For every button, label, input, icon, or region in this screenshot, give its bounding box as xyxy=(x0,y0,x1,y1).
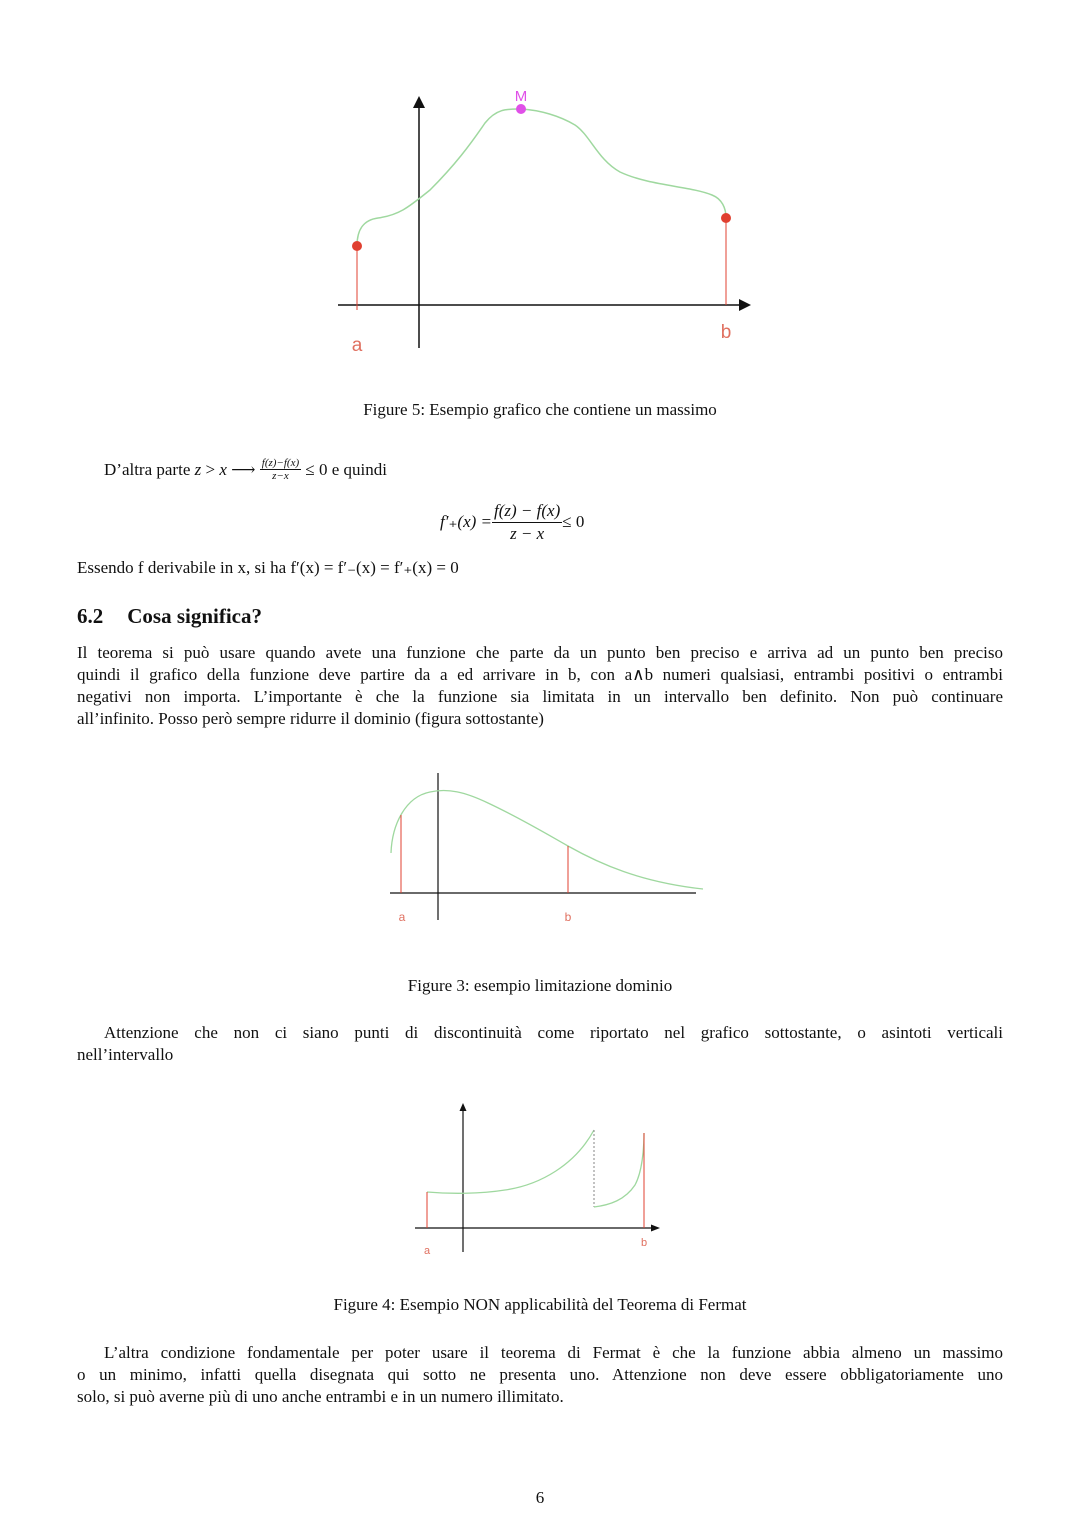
figure-5-graph xyxy=(330,85,760,360)
display-numerator: f(z) − f(x) xyxy=(492,500,562,523)
paragraph-1-line: Il teorema si può usare quando avete una funzione che parte da un punto ben preciso e arriva ad un punto ben preciso xyxy=(77,643,1003,662)
paragraph-3-line: L’altra condizione fondamentale per poter usare il teorema di Fermat è che la funzione abbia almeno un massimo xyxy=(104,1343,1003,1362)
paragraph-2-line: Attenzione che non ci siano punti di discontinuità come riportato nel grafico sottostante, o asintoti verticali xyxy=(104,1023,1003,1042)
gt-sign: > xyxy=(201,460,220,479)
section-heading xyxy=(77,604,262,629)
var-z: z xyxy=(194,460,202,479)
page-number: 6 xyxy=(535,1488,545,1507)
figure-4-graph xyxy=(410,1098,670,1260)
paragraph-3-line: o un minimo, infatti quella disegnata qui sotto ne presenta uno. Attenzione non deve essere obbligatoriamente uno xyxy=(77,1365,1003,1384)
derivative-statement: Essendo f derivabile in x, si ha f′(x) = f′₋(x) = f′₊(x) = 0 xyxy=(77,558,459,577)
display-denominator: z − x xyxy=(510,523,545,543)
inline-fraction-numerator: f(z)−f(x) xyxy=(261,456,300,469)
paragraph-1-line: all’infinito. Posso però sempre ridurre il dominio (figura sottostante) xyxy=(77,709,544,728)
label-a: a xyxy=(398,910,406,924)
label-b: b xyxy=(640,1237,648,1249)
max-label: M xyxy=(514,88,528,105)
display-rhs: ≤ 0 xyxy=(562,512,585,531)
y-axis-arrow-icon xyxy=(460,1103,467,1111)
inline-formula-line xyxy=(104,456,387,484)
paragraph-1-line: quindi il grafico della funzione deve partire da a ed arrivare in b, con a∧b numeri qualsiasi, entrambi positivi o entrambi xyxy=(77,665,1003,684)
function-curve-left xyxy=(427,1130,594,1193)
paragraph-1-line: negativi non importa. L’importante è che la funzione sia limitata in un intervallo ben definito. Non può continuare xyxy=(77,687,1003,706)
paragraph-2 xyxy=(77,1022,1003,1066)
function-curve xyxy=(357,109,726,246)
y-axis-arrow-icon xyxy=(413,96,425,108)
leq-zero-text: ≤ 0 e quindi xyxy=(301,460,387,479)
display-lhs: f′₊(x) = xyxy=(440,512,493,531)
figure-3-caption: Figure 3: esempio limitazione dominio xyxy=(407,976,673,995)
inline-fraction xyxy=(260,457,301,482)
function-curve-right xyxy=(594,1133,644,1207)
paragraph-3 xyxy=(77,1342,1003,1408)
figure-3-graph xyxy=(380,765,715,930)
paragraph-3-line: solo, si può averne più di uno anche entrambi e in un numero illimitato. xyxy=(77,1387,564,1406)
endpoint-a-dot xyxy=(352,241,362,251)
label-a: a xyxy=(351,335,363,356)
label-b: b xyxy=(564,910,572,924)
maximum-point xyxy=(516,104,526,114)
x-axis-arrow-icon xyxy=(651,1225,660,1232)
var-x: x xyxy=(219,460,227,479)
label-b: b xyxy=(720,322,732,343)
text-before: D’altra parte xyxy=(104,460,195,479)
figure-4-caption: Figure 4: Esempio NON applicabilità del Teorema di Fermat xyxy=(333,1295,747,1314)
figure-5-caption: Figure 5: Esempio grafico che contiene un massimo xyxy=(363,400,717,419)
x-axis-arrow-icon xyxy=(739,299,751,311)
label-a: a xyxy=(423,1245,431,1257)
endpoint-b-dot xyxy=(721,213,731,223)
display-equation xyxy=(440,498,584,546)
arrow: ⟶ xyxy=(226,460,260,479)
inline-fraction-denominator: z−x xyxy=(272,469,289,482)
paragraph-1 xyxy=(77,642,1003,730)
section-number: 6.2 xyxy=(77,604,104,628)
paragraph-2-line: nell’intervallo xyxy=(77,1045,174,1064)
section-title: Cosa significa? xyxy=(127,604,263,628)
display-fraction xyxy=(492,500,562,545)
